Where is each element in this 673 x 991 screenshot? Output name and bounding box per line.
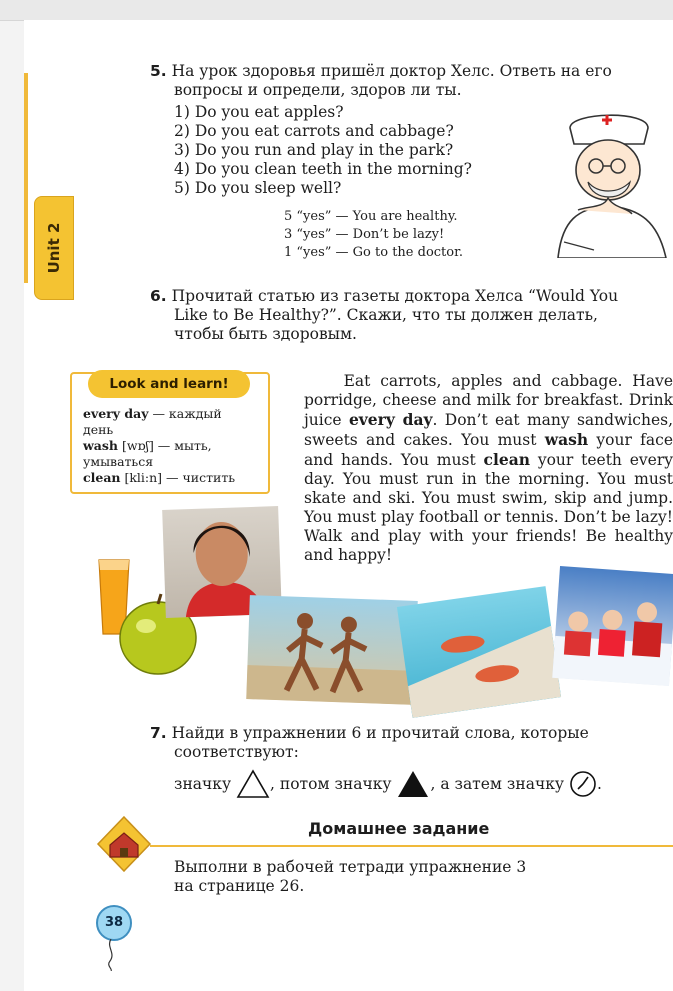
- article-bold-word: wash: [544, 430, 589, 449]
- triangle-filled-icon: [396, 769, 430, 799]
- exercise-7-instruction: [150, 724, 670, 762]
- article-part: Eat carrots, apples and cabbage. Have porridge, cheese and milk for breakfast. Drink juice: [304, 372, 673, 429]
- vocabulary-list: [83, 406, 263, 486]
- look-and-learn-title: Look and learn!: [88, 370, 250, 398]
- sign-text: , потом значку: [270, 775, 392, 793]
- clock-icon: [569, 770, 597, 798]
- exercise-5-line1: На урок здоровья пришёл доктор Хелс. Ответь на его: [171, 62, 612, 80]
- exercise-5-number: 5.: [150, 62, 167, 80]
- result-line: 5 “yes” — You are healthy.: [284, 209, 458, 224]
- sign-text: значку: [174, 775, 232, 793]
- exercise-6-number: 6.: [150, 287, 167, 305]
- vocab-translation: [kli:n] — чистить: [120, 470, 236, 485]
- running-girls-photo: [246, 595, 418, 705]
- article-bold-word: every day: [348, 410, 433, 429]
- doctor-illustration: [548, 110, 668, 258]
- list-item: 4) Do you clean teeth in the morning?: [174, 160, 472, 178]
- homework-title: Домашнее задание: [308, 819, 490, 838]
- question-list: [174, 103, 472, 198]
- article-bold-word: clean: [483, 450, 530, 469]
- sign-text: , а затем значку: [430, 775, 564, 793]
- snow-kids-photo: [552, 566, 673, 686]
- list-item: 1) Do you eat apples?: [174, 103, 344, 121]
- list-item: 2) Do you eat carrots and cabbage?: [174, 122, 454, 140]
- homework-line1: Выполни в рабочей тетради упражнение 3: [174, 858, 527, 876]
- result-line: 1 “yes” — Go to the doctor.: [284, 245, 464, 260]
- balloon-string-icon: [104, 939, 118, 971]
- article-part: your teeth every day. You must run in the morning. You must skate and ski. You must swim, skip and jump. You must play football or tennis. Don’t be lazy! Walk and play with your friends! Be healthy and happy!: [304, 451, 673, 564]
- sign-line: [174, 765, 602, 801]
- vocab-word: wash: [83, 438, 118, 453]
- list-item: 3) Do you run and play in the park?: [174, 141, 454, 159]
- result-line: 3 “yes” — Don’t be lazy!: [284, 227, 445, 242]
- triangle-outline-icon: [236, 769, 270, 799]
- homework-line2: на странице 26.: [174, 877, 305, 895]
- swimming-photo: [397, 586, 561, 718]
- exercise-7-line1: Найди в упражнении 6 и прочитай слова, которые: [171, 724, 589, 742]
- article-part: . Don’t eat many sandwiches, sweets and cakes. You must: [304, 411, 673, 449]
- article-part: your face and hands. You must: [304, 431, 673, 469]
- margin-accent-line: [24, 73, 28, 283]
- exercise-7-line2: соответствуют:: [174, 743, 299, 761]
- homework-house-icon: [96, 815, 152, 873]
- vocab-word: clean: [83, 470, 121, 485]
- list-item: 5) Do you sleep well?: [174, 179, 342, 197]
- unit-tab: [34, 196, 74, 300]
- viewer-top-bar: [0, 0, 673, 21]
- vocab-translation: [wɒʃ] — мыть,: [118, 438, 212, 453]
- sign-text: .: [596, 775, 602, 793]
- vocab-translation: — каждый: [148, 406, 222, 421]
- page-number-badge: 38: [96, 905, 132, 941]
- exercise-5-instruction: [150, 62, 670, 100]
- unit-tab-label: Unit 2: [45, 222, 63, 274]
- article-text: [304, 372, 673, 565]
- exercise-6-line2: Like to Be Healthy?”. Скажи, что ты должен делать,: [174, 306, 598, 324]
- exercise-5-line2: вопросы и определи, здоров ли ты.: [174, 81, 462, 99]
- homework-divider: [150, 845, 673, 847]
- vocab-translation: умываться: [83, 454, 154, 469]
- exercise-6-line1: Прочитай статью из газеты доктора Хелса “Would You: [171, 287, 619, 305]
- exercise-6-instruction: [150, 287, 673, 344]
- look-and-learn-box: [70, 372, 270, 494]
- exercise-7-number: 7.: [150, 724, 167, 742]
- vocab-translation: день: [83, 422, 114, 437]
- exercise-6-line3: чтобы быть здоровым.: [174, 325, 357, 343]
- vocab-word: every day: [83, 406, 149, 421]
- homework-text: [174, 858, 526, 896]
